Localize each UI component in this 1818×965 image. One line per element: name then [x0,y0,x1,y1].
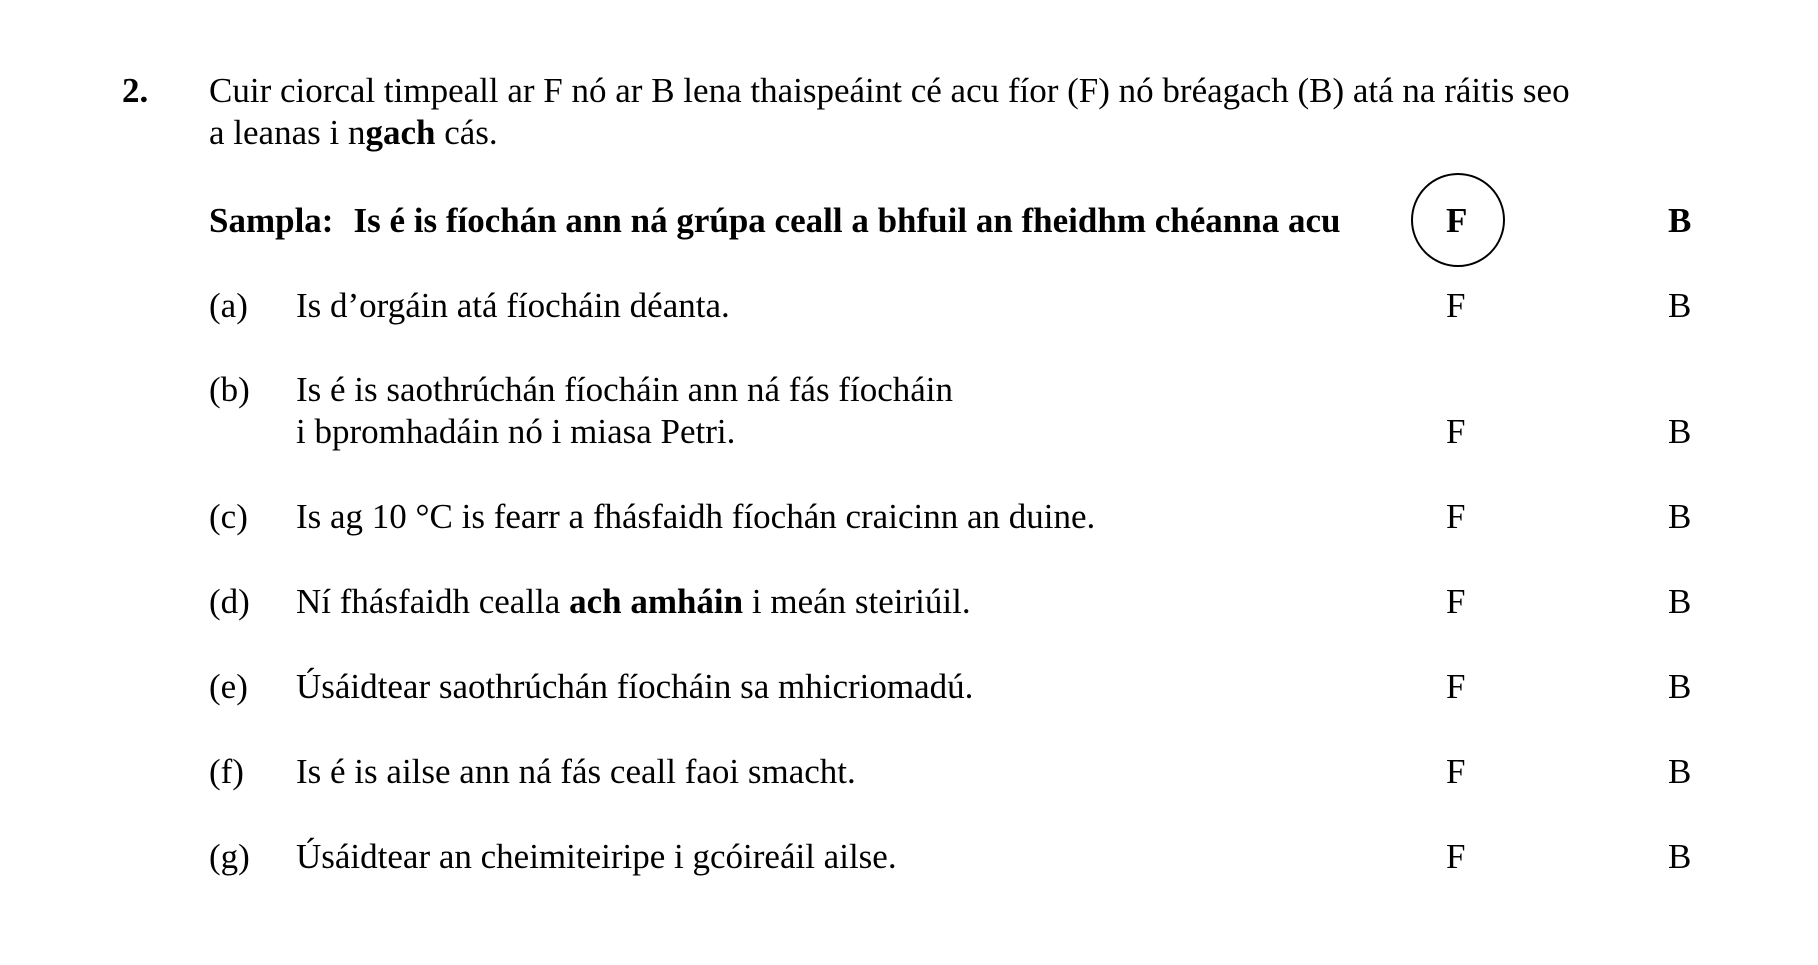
item-text-b-line-2: i bpromhadáin nó i miasa Petri. [296,412,736,451]
item-text-f: Is é is ailse ann ná fás ceall faoi smacht. [296,752,856,791]
true-option-c[interactable]: F [1446,497,1466,536]
item-label-g: (g) [209,837,250,876]
item-text-b [296,369,953,453]
instruction-line-2-pre: a leanas i n [209,113,366,152]
false-option-f[interactable]: B [1668,752,1692,791]
true-option-b[interactable]: F [1446,412,1466,451]
false-option-c[interactable]: B [1668,497,1692,536]
sample-false-option[interactable]: B [1668,201,1692,240]
instruction-emphasis: gach [365,113,436,152]
sample-label: Sampla: [209,201,334,240]
item-label-c: (c) [209,497,248,536]
sample-true-option[interactable]: F [1446,201,1468,240]
item-text-e: Úsáidtear saothrúchán fíocháin sa mhicriomadú. [296,667,974,706]
item-text-d-post: i meán steiriúil. [743,582,971,621]
item-text-d-emphasis: ach amháin [569,582,744,621]
instruction-line-1: Cuir ciorcal timpeall ar F nó ar B lena thaispeáint cé acu fíor (F) nó bréagach (B) atá na ráitis seo [209,71,1570,110]
item-label-f: (f) [209,752,244,791]
sample-statement [209,200,1340,242]
true-option-a[interactable]: F [1446,286,1466,325]
item-label-b: (b) [209,370,250,409]
item-text-g: Úsáidtear an cheimiteiripe i gcóireáil ailse. [296,837,897,876]
true-option-d[interactable]: F [1446,582,1466,621]
false-option-e[interactable]: B [1668,667,1692,706]
item-label-e: (e) [209,667,248,706]
false-option-g[interactable]: B [1668,837,1692,876]
true-option-e[interactable]: F [1446,667,1466,706]
item-text-a: Is d’orgáin atá fíocháin déanta. [296,286,730,325]
true-option-g[interactable]: F [1446,837,1466,876]
item-label-a: (a) [209,286,248,325]
item-label-d: (d) [209,582,250,621]
item-text-c: Is ag 10 °C is fearr a fhásfaidh fíochán craicinn an duine. [296,497,1096,536]
true-option-f[interactable]: F [1446,752,1466,791]
item-text-d-pre: Ní fhásfaidh cealla [296,582,570,621]
item-text-b-line-1: Is é is saothrúchán fíocháin ann ná fás fíocháin [296,370,953,409]
false-option-a[interactable]: B [1668,286,1692,325]
false-option-b[interactable]: B [1668,412,1692,451]
false-option-d[interactable]: B [1668,582,1692,621]
sample-text: Is é is fíochán ann ná grúpa ceall a bhfuil an fheidhm chéanna acu [353,201,1341,240]
instruction [209,70,1769,154]
instruction-line-2-post: cás. [435,113,498,152]
instruction-line-2 [209,112,1769,154]
question-number: 2. [122,71,149,110]
item-text-d [296,581,971,623]
